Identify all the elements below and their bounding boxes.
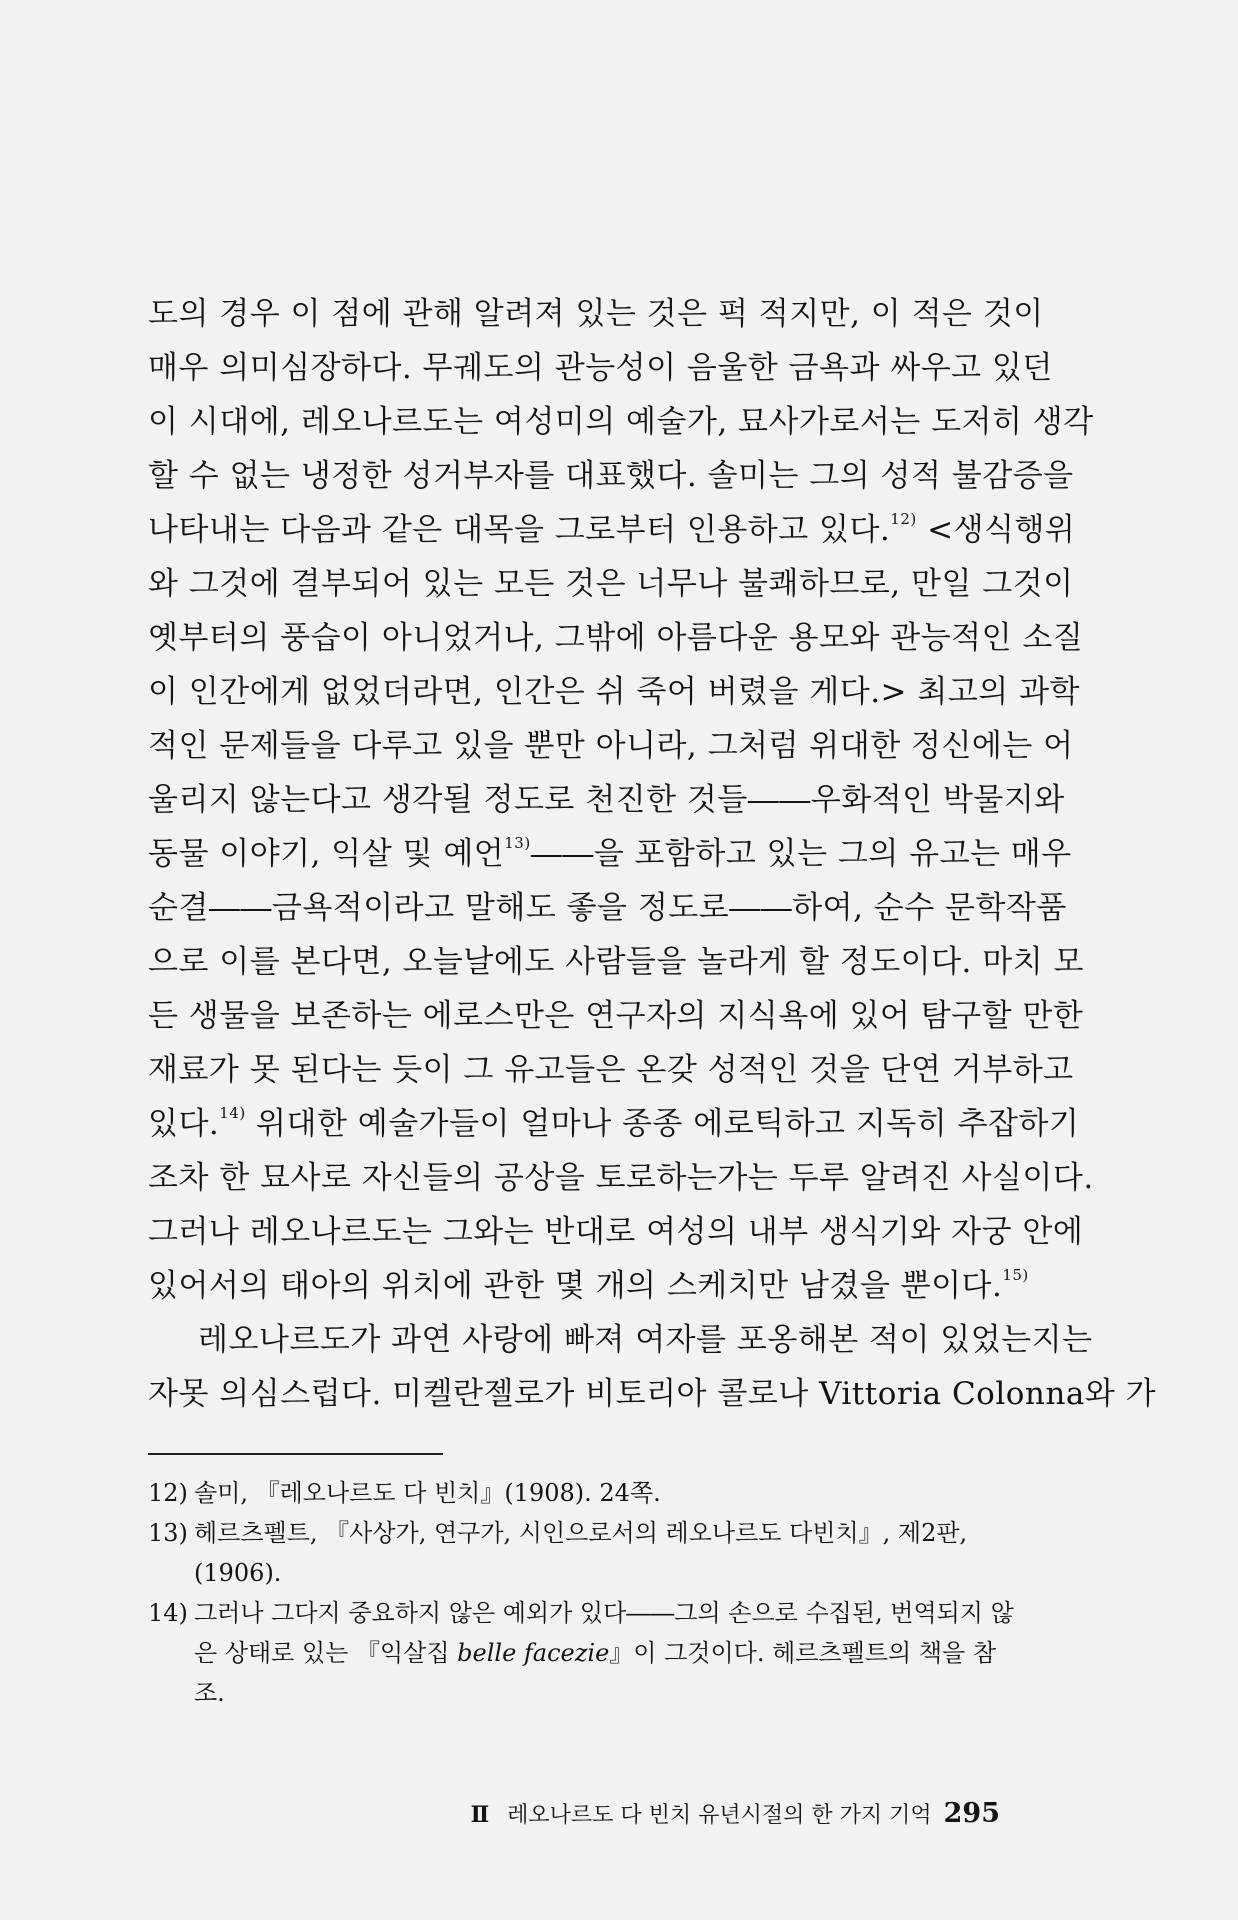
text-line: 순결――금욕적이라고 말해도 좋을 정도로――하여, 순수 문학작품	[148, 890, 1067, 926]
text-line: 으로 이를 본다면, 오늘날에도 사람들을 놀라게 할 정도이다. 마치 모	[148, 944, 1084, 980]
footnote-text: 솔미, 『레오나르도 다 빈치』(1908). 24쪽.	[194, 1479, 661, 1507]
text-line: 이 시대에, 레오나르도는 여성미의 예술가, 묘사가로서는 도저히 생각	[148, 404, 1094, 440]
footnote-text-segment: 』이 그것이다. 헤르츠펠트의 책을 참조.	[194, 1639, 997, 1707]
text-segment: 동물 이야기, 익살 및 예언	[148, 836, 505, 872]
text-line: 자못 의심스럽다. 미켈란젤로가 비토리아 콜로나 Vittoria Colonna와 가	[148, 1376, 1157, 1412]
running-footer	[471, 1799, 1000, 1831]
text-segment: <생식행위	[916, 512, 1076, 548]
main-text	[148, 287, 1157, 1421]
text-line: 든 생물을 보존하는 에로스만은 연구자의 지식욕에 있어 탐구할 만한	[148, 998, 1084, 1034]
text-line: 도의 경우 이 점에 관해 알려져 있는 것은 퍽 적지만, 이 적은 것이	[148, 296, 1044, 332]
text-line: 이 인간에게 없었더라면, 인간은 쉬 죽어 버렸을 게다.> 최고의 과학	[148, 674, 1080, 710]
text-segment: ――을 포함하고 있는 그의 유고는 매우	[530, 836, 1072, 872]
text-line: 매우 의미심장하다. 무궤도의 관능성이 음울한 금욕과 싸우고 있던	[148, 350, 1053, 386]
text-line: 적인 문제들을 다루고 있을 뿐만 아니라, 그처럼 위대한 정신에는 어	[148, 728, 1074, 764]
page-number: 295	[943, 1798, 1000, 1829]
text-segment: 위대한 예술가들이 얼마나 종종 에로틱하고 지독히 추잡하기	[245, 1106, 1080, 1142]
paragraph-1	[148, 287, 1094, 1313]
footnote-13	[148, 1513, 1024, 1593]
footnote-italic-title: belle facezie	[457, 1639, 610, 1667]
text-line: 조차 한 묘사로 자신들의 공상을 토로하는가는 두루 알려진 사실이다.	[148, 1160, 1094, 1196]
text-line: 할 수 없는 냉정한 성거부자를 대표했다. 솔미는 그의 성적 불감증을	[148, 458, 1074, 494]
text-line: 레오나르도가 과연 사랑에 빠져 여자를 포옹해본 적이 있었는지는	[198, 1322, 1093, 1358]
footnote-ref-12: 12)	[890, 510, 917, 528]
text-line: 그러나 레오나르도는 그와는 반대로 여성의 내부 생식기와 자궁 안에	[148, 1214, 1084, 1250]
footnote-12	[148, 1473, 1024, 1513]
section-number: Ⅱ	[470, 1802, 490, 1828]
text-line	[148, 503, 1076, 557]
text-segment: 있다.	[148, 1106, 220, 1142]
text-line	[148, 1259, 1029, 1313]
footnote-text	[194, 1593, 1024, 1713]
footnote-ref-13: 13)	[504, 834, 531, 852]
footnote-text-segment: 그러나 그다지 중요하지 않은 예외가 있다――그의 손으로 수집된, 번역되지 않은 상태로 있는 『익살집	[194, 1599, 1014, 1667]
footnote-number: 12)	[148, 1479, 188, 1507]
running-title: 레오나르도 다 빈치 유년시절의 한 가지 기억	[507, 1803, 932, 1828]
text-segment: 나타내는 다음과 같은 대목을 그로부터 인용하고 있다.	[148, 512, 891, 548]
footnotes	[148, 1473, 1024, 1713]
paragraph-2	[148, 1313, 1157, 1421]
text-segment: 있어서의 태아의 위치에 관한 몇 개의 스케치만 남겼을 뿐이다.	[148, 1268, 1003, 1304]
text-line: 와 그것에 결부되어 있는 모든 것은 너무나 불쾌하므로, 만일 그것이	[148, 566, 1074, 602]
text-line: 옛부터의 풍습이 아니었거나, 그밖에 아름다운 용모와 관능적인 소질	[148, 620, 1084, 656]
text-line	[148, 827, 1072, 881]
footnote-ref-15: 15)	[1002, 1266, 1029, 1284]
footnote-number: 14)	[148, 1599, 188, 1627]
footnote-text: 헤르츠펠트, 『사상가, 연구가, 시인으로서의 레오나르도 다빈치』, 제2판, (1906).	[194, 1519, 968, 1587]
footnote-divider	[148, 1453, 443, 1455]
text-line	[148, 1097, 1080, 1151]
footnote-number: 13)	[148, 1519, 188, 1547]
text-line: 재료가 못 된다는 듯이 그 유고들은 온갖 성적인 것을 단연 거부하고	[148, 1052, 1074, 1088]
footnote-14	[148, 1593, 1024, 1713]
text-line: 울리지 않는다고 생각될 정도로 천진한 것들――우화적인 박물지와	[148, 782, 1065, 818]
footnote-ref-14: 14)	[219, 1104, 246, 1122]
